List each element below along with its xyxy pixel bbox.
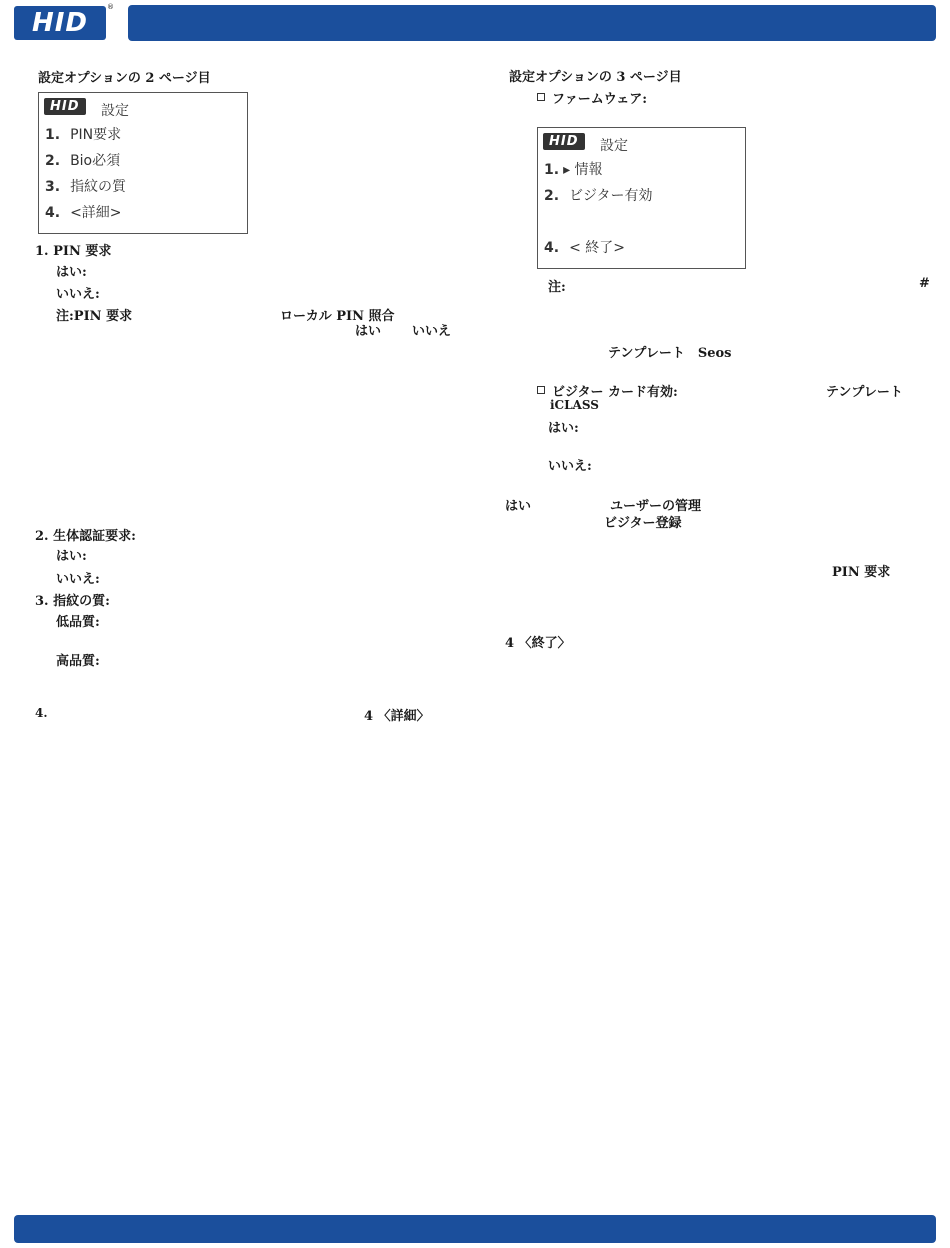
bullet-square-icon (537, 93, 545, 101)
note-yes: はい (355, 324, 382, 339)
device-menu-item-4: 4. < 終了> (544, 240, 625, 256)
header-bar (128, 5, 936, 41)
device-screen-page2 (38, 92, 248, 234)
iclass-label: iCLASS (550, 398, 599, 412)
pin-required-note: 注:PIN 要求 (56, 309, 133, 324)
device-menu-item-1: 1. ▸ 情報 (544, 162, 603, 178)
registered-mark: ® (107, 3, 114, 11)
device-heading: 設定 (600, 138, 628, 154)
device-menu-item-2: 2. Bio必須 (45, 153, 121, 169)
advanced-heading: 4. (35, 706, 48, 720)
hash-symbol: # (919, 276, 930, 291)
left-section-title: 設定オプションの 2 ページ目 (38, 71, 211, 86)
user-management: ユーザーの管理 (610, 499, 702, 514)
template-seos: テンプレート Seos (608, 346, 732, 361)
footer-bar (14, 1215, 936, 1243)
hid-logo: HID (14, 6, 106, 40)
device-screen-page3 (537, 127, 746, 269)
hid-device-logo: HID (543, 133, 585, 150)
visitor-yes: はい: (548, 421, 579, 436)
device-menu-item-2: 2. ビジター有効 (544, 188, 653, 204)
bio-required-no: いいえ: (56, 572, 100, 587)
bullet-square-icon (537, 386, 545, 394)
advanced-detail-label: 4 〈詳細〉 (364, 709, 430, 724)
pin-required-yes: はい: (56, 265, 87, 280)
visitor-card-item: ビジター カード有効: (537, 381, 678, 400)
device-menu-item-1: 1. PIN要求 (45, 127, 122, 143)
right-section-title: 設定オプションの 3 ページ目 (509, 70, 682, 85)
visitor-registration: ビジター登録 (604, 516, 682, 531)
visitor-no: いいえ: (548, 459, 592, 474)
pin-required-heading: 1. PIN 要求 (35, 244, 112, 259)
bio-required-yes: はい: (56, 549, 87, 564)
note-no: いいえ (412, 324, 452, 339)
device-heading: 設定 (101, 103, 129, 119)
high-quality: 高品質: (56, 654, 100, 669)
low-quality: 低品質: (56, 615, 100, 630)
pin-required-no: いいえ: (56, 287, 100, 302)
exit-label: 4 〈終了〉 (505, 636, 571, 651)
right-note: 注: (548, 280, 566, 295)
fingerprint-quality-heading: 3. 指紋の質: (35, 594, 110, 609)
yes-label: はい (505, 499, 532, 514)
bio-required-heading: 2. 生体認証要求: (35, 529, 136, 544)
pin-required-ref: PIN 要求 (832, 565, 891, 580)
firmware-item: ファームウェア: (537, 88, 647, 107)
hid-device-logo: HID (44, 98, 86, 115)
device-menu-item-3: 3. 指紋の質 (45, 179, 127, 195)
device-menu-item-4: 4. <詳細> (45, 205, 122, 221)
template-label: テンプレート (826, 385, 903, 400)
local-pin-match: ローカル PIN 照合 (280, 309, 395, 324)
